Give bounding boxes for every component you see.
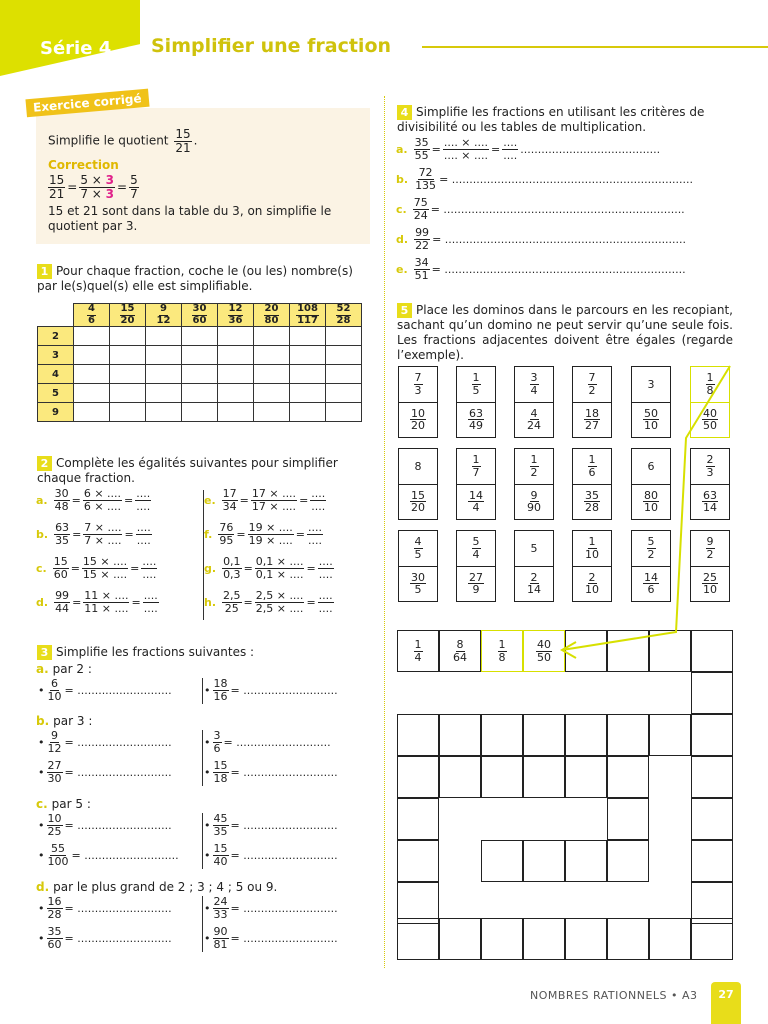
ex2-item: e. $\frac{17}{34}$ = $\frac{17 \times ....}{17 \times ....}$ = $\frac{....}{....}$ [204,487,326,513]
fraction: $\frac{40}{50}$ [703,406,717,433]
fraction: $\frac{0,1}{0,3}$ [223,555,241,581]
fraction: $\frac{17}{34}$ [222,487,237,513]
fraction: $\frac{27}{30}$ [47,759,62,785]
footer-chapter: NOMBRES RATIONNELS • A3 [530,989,698,1002]
fraction: $\frac{....}{....}$ [308,521,323,547]
fraction: $\frac{....}{....}$ [311,487,326,513]
fraction: $\frac{15}{20}$ [120,303,135,326]
fraction: $\frac{....}{....}$ [136,521,151,547]
fraction: $\frac{99}{44}$ [55,589,70,615]
fraction: $\frac{2}{10}$ [585,570,599,597]
group-letter: b. [36,714,50,728]
row-divisor: 2 [38,327,74,346]
ex3-item: • $\frac{6}{10}$ = ........................... [38,677,172,703]
fraction: $\frac{9}{90}$ [527,488,541,515]
group-letter: c. [36,797,48,811]
fraction: $\frac{7 \times ....}{7 \times ....}$ [84,521,122,547]
correction-label: Correction [48,158,119,172]
ex3-group-title: a. par 2 : [36,662,92,676]
fraction: $\frac{76}{95}$ [219,521,234,547]
ex3-item: • $\frac{35}{60}$ = ........................... [38,925,172,951]
fraction: $\frac{45}{35}$ [213,812,228,838]
fraction: $\frac{1}{4}$ [414,637,422,664]
item-letter: f. [204,527,213,541]
fraction: $\frac{63}{14}$ [703,488,717,515]
ex3-item: • $\frac{15}{40}$ = ........................... [204,842,338,868]
ex5-statement: 5 Place les dominos dans le parcours en les recopiant, sachant qu’un domino ne peut servir qu’une seule fois. Les fractions adjacentes doivent être égales (regarde l’exemple). [397,303,733,362]
fraction: $\frac{6 \times ....}{6 \times ....}$ [83,487,122,513]
fraction: $\frac{90}{81}$ [213,925,228,951]
fraction: $\frac{9}{12}$ [47,729,62,755]
fraction: $\frac{6}{10}$ [47,677,62,703]
ex3-item: • $\frac{24}{33}$ = ........................... [204,895,338,921]
fraction: $\frac{4}{5}$ [414,535,422,561]
fraction: $\frac{8}{64}$ [453,637,467,664]
ex3-item: • $\frac{18}{16}$ = ........................... [204,677,338,703]
item-letter: g. [204,561,217,575]
fraction: $\frac{20}{80}$ [264,303,279,326]
ex4-item: e. $\frac{34}{51}$ = ..................................................................... [396,256,686,282]
item-letter: e. [396,262,408,276]
fraction: $\frac{....}{....}$ [143,589,158,615]
item-letter: d. [396,232,409,246]
group-letter: a. [36,662,49,676]
ex3-item: • $\frac{55}{100}$ = ........................... [38,842,179,868]
domino-top: 8 [399,449,437,485]
fraction: $\frac{30}{5}$ [411,570,425,597]
fraction: $\frac{75}{24}$ [413,196,428,222]
fraction: $\frac{9}{2}$ [706,535,714,561]
fraction: $\frac{27}{9}$ [469,570,483,597]
ex3-number: 3 [37,645,52,660]
ex2-statement: 2 Complète les égalités suivantes pour simplifier chaque fraction. [37,456,338,485]
item-letter: h. [204,595,217,609]
fraction: $\frac{30}{60}$ [192,303,207,326]
ex3-group-title: d. par le plus grand de 2 ; 3 ; 4 ; 5 ou 9. [36,880,278,894]
ex2-item: a. $\frac{30}{48}$ = $\frac{6 \times ....}{6 \times ....}$ = $\frac{....}{....}$ [36,487,151,513]
ex4-item: d. $\frac{99}{22}$ = ..................................................................... [396,226,687,252]
item-letter: b. [36,527,49,541]
fraction: $\frac{7}{2}$ [588,371,596,397]
fraction: $\frac{12}{36}$ [228,303,243,326]
fraction: $\frac{14}{4}$ [469,488,483,515]
ex2-item: c. $\frac{15}{60}$ = $\frac{15 \times ....}{15 \times ....}$ = $\frac{....}{....}$ [36,555,157,581]
item-letter: c. [396,202,407,216]
ex2-item: h. $\frac{2,5}{25}$ = $\frac{2,5 \times ....}{2,5 \times ....}$ = $\frac{....}{....}$ [204,589,333,615]
correction-explanation: 15 et 21 sont dans la table du 3, on simplifie le quotient par 3. [48,204,332,233]
ex2-number: 2 [37,456,52,471]
fraction: $\frac{34}{51}$ [414,256,429,282]
domino-top: 6 [632,449,670,485]
fraction: $\frac{35}{60}$ [47,925,62,951]
fraction: $\frac{....}{....}$ [136,487,151,513]
ex4-number: 4 [397,105,412,120]
fraction: $\frac{1}{8}$ [498,637,506,664]
fraction: $\frac{35}{55}$ [414,136,429,162]
ex3-item: • $\frac{10}{25}$ = ........................... [38,812,172,838]
fraction: $\frac{1}{8}$ [706,371,714,397]
ex1-statement: 1 Pour chaque fraction, coche le (ou les) nombre(s) par le(s)quel(s) elle est simplifiable. [37,264,353,293]
fraction: $\frac{10}{25}$ [47,812,62,838]
fraction: $\frac{30}{48}$ [54,487,69,513]
item-letter: b. [396,172,409,186]
fraction: $\frac{2}{3}$ [706,453,714,479]
item-letter: a. [396,142,408,156]
corrige-tag: Exercice corrigé [25,89,149,118]
fraction: $\frac{1}{5}$ [472,371,480,397]
fraction: $\frac{17 \times ....}{17 \times ....}$ [251,487,297,513]
fraction: $\frac{3}{4}$ [530,371,538,397]
fraction: $\frac{19 \times ....}{19 \times ....}$ [248,521,293,547]
fraction: $\frac{63}{35}$ [55,521,70,547]
fraction: $\frac{15}{20}$ [411,488,425,515]
group-letter: d. [36,880,50,894]
fraction: $\frac{.... \times ....}{.... \times ....}$ [443,136,489,162]
ex4-item: c. $\frac{75}{24}$ = ..................................................................... [396,196,685,222]
row-divisor: 4 [38,365,74,384]
fraction: $\frac{9}{12}$ [156,303,171,326]
ex2-item: f. $\frac{76}{95}$ = $\frac{19 \times ....}{19 \times ....}$ = $\frac{....}{....}$ [204,521,323,547]
fraction: $\frac{80}{10}$ [644,488,658,515]
fraction: $\frac{40}{50}$ [537,637,551,664]
ex2-item: g. $\frac{0,1}{0,3}$ = $\frac{0,1 \times ....}{0,1 \times ....}$ = $\frac{....}{....}$ [204,555,333,581]
ex3-statement: 3 Simplifie les fractions suivantes : [37,645,254,660]
fraction: $\frac{1}{7}$ [472,453,480,479]
fraction: $\frac{2}{14}$ [527,570,541,597]
fraction: $\frac{25}{10}$ [703,570,717,597]
fraction: $\frac{7}{3}$ [414,371,422,397]
fraction: $\frac{0,1 \times ....}{0,1 \times ....}$ [255,555,304,581]
fraction: $\frac{4}{6}$ [88,303,95,326]
item-letter: a. [36,493,48,507]
ex4-item: a. $\frac{35}{55}$ = $\frac{.... \times ....}{.... \times ....}$ = $\frac{....}{....}$ ........................................ [396,136,661,162]
fraction: $\frac{24}{33}$ [213,895,228,921]
correction-calc: $\frac{15}{21}$ = $\frac{5 \times 3}{7 \times 3}$ = $\frac{5}{7}$ [49,173,138,201]
fraction: $\frac{2,5}{25}$ [223,589,241,615]
fraction: $\frac{35}{28}$ [585,488,599,515]
ex3-group-title: b. par 3 : [36,714,93,728]
fraction: $\frac{11 \times ....}{11 \times ....}$ [84,589,129,615]
fraction: $\frac{2,5 \times ....}{2,5 \times ....}$ [255,589,304,615]
ex2-item: b. $\frac{63}{35}$ = $\frac{7 \times ....}{7 \times ....}$ = $\frac{....}{....}$ [36,521,151,547]
fraction: $\frac{....}{....}$ [142,555,157,581]
fraction: $\frac{1}{2}$ [530,453,538,479]
ex3-item: • $\frac{9}{12}$ = ........................... [38,729,172,755]
ex3-item: • $\frac{15}{18}$ = ........................... [204,759,338,785]
fraction: $\frac{63}{49}$ [469,406,483,433]
fraction: $\frac{108}{117}$ [297,303,318,326]
fraction: $\frac{5}{2}$ [647,535,655,561]
fraction: $\frac{15}{60}$ [53,555,68,581]
fraction: $\frac{18}{16}$ [213,677,228,703]
item-letter: c. [36,561,47,575]
fraction: $\frac{1}{6}$ [588,453,596,479]
fraction: $\frac{55}{100}$ [47,842,69,868]
fraction: $\frac{....}{....}$ [503,136,518,162]
corrige-statement: Simplifie le quotient $\frac{15}{21}$ . [48,127,198,155]
fraction: $\frac{15 \times ....}{15 \times ....}$ [82,555,128,581]
fraction: $\frac{18}{27}$ [585,406,599,433]
fraction: $\frac{52}{28}$ [336,303,351,326]
ex3-item: • $\frac{16}{28}$ = ........................... [38,895,172,921]
page-title: Simplifier une fraction [151,35,392,57]
ex2-item: d. $\frac{99}{44}$ = $\frac{11 \times ....}{11 \times ....}$ = $\frac{....}{....}$ [36,589,158,615]
fraction: $\frac{16}{28}$ [47,895,62,921]
fraction: $\frac{4}{24}$ [527,406,541,433]
ex3-item: • $\frac{90}{81}$ = ........................... [204,925,338,951]
domino-top: 5 [515,531,553,567]
ex4-statement: 4 Simplifie les fractions en utilisant les critères de divisibilité ou les tables de multiplication. [397,105,705,134]
fraction: $\frac{3}{6}$ [213,729,221,755]
fraction: $\frac{5}{4}$ [472,535,480,561]
row-divisor: 3 [38,346,74,365]
fraction: $\frac{72}{135}$ [415,166,437,192]
fraction: $\frac{50}{10}$ [644,406,658,433]
row-divisor: 5 [38,384,74,403]
ex3-item: • $\frac{45}{35}$ = ........................... [204,812,338,838]
domino-top: 3 [632,367,670,403]
fraction: $\frac{10}{20}$ [411,406,425,433]
fraction: $\frac{1}{10}$ [585,535,599,561]
series-label: Série 4 [40,38,112,59]
ex3-item: • $\frac{3}{6}$ = ........................... [204,729,331,755]
ex5-number: 5 [397,303,412,318]
page-number: 27 [711,982,741,1024]
item-letter: e. [204,493,216,507]
item-letter: d. [36,595,49,609]
ex3-item: • $\frac{27}{30}$ = ........................... [38,759,172,785]
fraction: $\frac{99}{22}$ [415,226,430,252]
ex4-item: b. $\frac{72}{135}$ = ..................................................................... [396,166,694,192]
fraction: $\frac{14}{6}$ [644,570,658,597]
ex3-group-title: c. par 5 : [36,797,91,811]
fraction: $\frac{....}{....}$ [318,589,333,615]
ex1-number: 1 [37,264,52,279]
fraction: $\frac{15}{18}$ [213,759,228,785]
fraction: $\frac{15}{40}$ [213,842,228,868]
fraction: $\frac{....}{....}$ [318,555,333,581]
row-divisor: 9 [38,403,74,422]
